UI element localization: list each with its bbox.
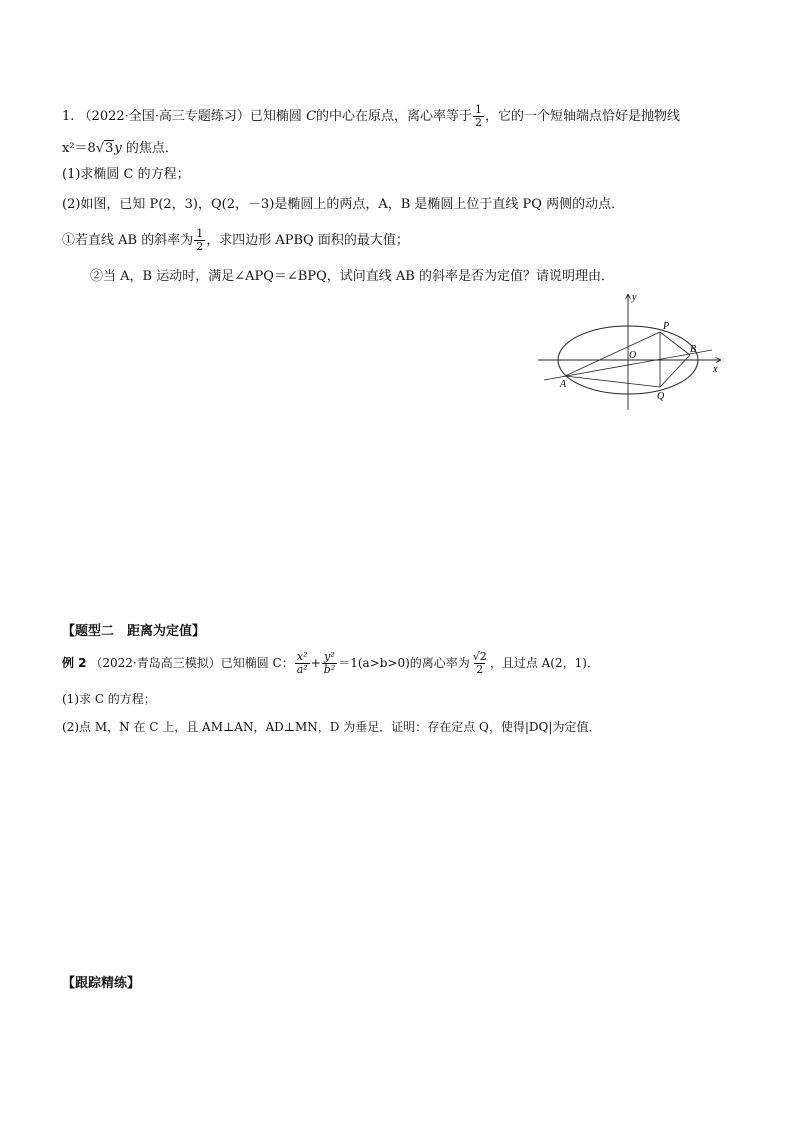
example2-eccentricity: $\frac{√2}{2}$ <box>472 650 487 676</box>
label-P: P <box>663 321 670 332</box>
problem1-question1: (1)求椭圆 C 的方程； <box>62 167 190 182</box>
segment-AP <box>565 332 660 376</box>
section-heading-3: 【跟踪精练】 <box>62 976 141 991</box>
problem-source: （2022·全国·高三专题练习） <box>78 109 250 124</box>
problem1-question2-1: ①若直线 AB 的斜率为 $\frac{1}{2}$ ，求四边形 APBQ 面积的最大值； <box>62 227 409 253</box>
example2-question2: (2)点 M，N 在 C 上，且 AM⊥AN，AD⊥MN，D 为垂足．证明：存在定点 Q，使得|DQ|为定值． <box>62 720 601 734</box>
label-B: B <box>690 344 697 355</box>
problem1-stem-line1: 1. （2022·全国·高三专题练习）已知椭圆 C的中心在原点，离心率等于 $\frac{1}{2}$ ，它的一个短轴端点恰好是抛物线 <box>62 103 681 129</box>
segment-AQ <box>565 376 660 387</box>
label-A: A <box>560 379 567 390</box>
ellipse-figure <box>530 290 730 415</box>
example2-question1: (1)求 C 的方程； <box>62 692 156 706</box>
eccentricity-fraction: $\frac{1}{2}$ <box>475 103 483 129</box>
label-O: O <box>629 350 637 361</box>
parabola-equation: x²＝8√3y <box>62 141 122 156</box>
segment-PB <box>660 332 690 355</box>
problem1-question2: (2)如图，已知 P(2，3)，Q(2，－3)是椭圆上的两点，A，B 是椭圆上位于直线 PQ 两侧的动点． <box>62 197 625 212</box>
ellipse-x-term: $\frac{\text{x²}}{\text{a²}}$ <box>296 650 308 676</box>
label-y: y <box>632 292 637 303</box>
example2-stem: 例 2 （2022·青岛高三模拟）已知椭圆 C： $\frac{\text{x²}}{\text{a²}}$ + $\frac{\text{y²}}{\text{b²}}$ ＝1(a>b>0)的离心率为 $\frac{√2}{2}$ ，且过点 A(2，1)． <box>62 650 599 676</box>
ellipse-y-term: $\frac{\text{y²}}{\text{b²}}$ <box>323 650 336 676</box>
problem-number: 1. <box>62 109 75 124</box>
problem1-question2-2: ②当 A，B 运动时，满足∠APQ＝∠BPQ，试问直线 AB 的斜率是否为定值？请说明理由． <box>90 269 614 284</box>
slope-fraction: $\frac{1}{2}$ <box>196 227 204 253</box>
label-x: x <box>713 364 718 375</box>
label-Q: Q <box>657 391 665 402</box>
example-label: 例 2 <box>62 656 87 670</box>
problem1-stem-line2: x²＝8√3y 的焦点． <box>62 141 178 156</box>
section-heading-2: 【题型二 距离为定值】 <box>62 624 206 639</box>
